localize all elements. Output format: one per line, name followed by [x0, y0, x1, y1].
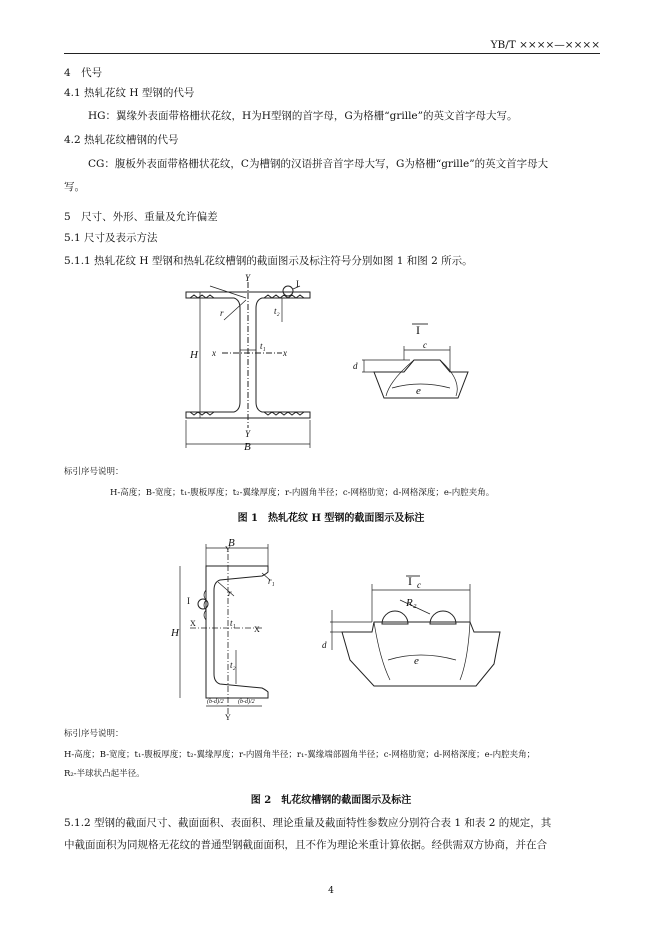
- section-4-2-body-line1: CG：腹板外表面带格栅状花纹，C为槽钢的汉语拼音首字母大写，G为格栅“grille”的英文首字母大: [88, 158, 549, 170]
- fig2-detail-e: e: [414, 655, 419, 667]
- fig1-caption: 图 1 热轧花纹 H 型钢的截面图示及标注: [237, 513, 425, 524]
- fig2-label-y-top: Y: [225, 545, 231, 554]
- fig2-label-dim-left: (b-d)/2: [207, 699, 224, 705]
- fig1-label-y-bottom: Y: [245, 429, 251, 439]
- fig1-detail-c: c: [423, 340, 427, 350]
- fig2-label-x-right: X: [254, 625, 260, 634]
- bottom-flange-texture: [190, 412, 304, 415]
- fig1-label-h: H: [190, 349, 198, 361]
- fig2-label-r1: r₁: [268, 576, 275, 586]
- section-5-1-2-line1: 5.1.2 型钢的截面尺寸、截面面积、表面积、理论重量及截面特性参数应分别符合表 1 和表 2 的规定，其: [64, 817, 552, 829]
- fig2-detail-d: d: [322, 640, 327, 650]
- fig2-legend-title: 标引序号说明：: [64, 729, 124, 739]
- page-header: [64, 39, 600, 54]
- page-number: 4: [328, 886, 334, 896]
- standard-code: YB/T ××××—××××: [490, 39, 600, 51]
- fig1-label-y-top: Y: [245, 273, 251, 283]
- fig1-detail-e: e: [416, 385, 421, 397]
- fig2-label-b: B: [228, 537, 235, 549]
- fig2-legend-line2: R₂-半球状凸起半径。: [64, 769, 145, 779]
- fig2-label-detail-i: I: [187, 596, 190, 606]
- fig1-legend-title: 标引序号说明：: [64, 467, 124, 477]
- fig2-detail-r2: R₂: [406, 597, 417, 609]
- fig1-detail-title: I: [416, 323, 420, 337]
- section-4-1-body: HG：翼缘外表面带格栅状花纹，H为H型钢的首字母，G为格栅“grille”的英文首字母大写。: [88, 110, 518, 122]
- section-5-title: 5 尺寸、外形、重量及允许偏差: [64, 211, 218, 223]
- fig1-label-t2: t₂: [274, 306, 280, 316]
- section-4-2-body-line2: 写。: [64, 181, 85, 193]
- fig2-label-x-left: X: [190, 619, 196, 628]
- fig1-label-b: B: [244, 441, 251, 453]
- fig2-label-h: H: [171, 627, 179, 639]
- h-beam-outline: [186, 292, 310, 418]
- fig2-label-t1: t₁: [230, 618, 236, 628]
- fig1-detail-profile: [374, 360, 468, 398]
- section-4-1-title: 4.1 热轧花纹 H 型钢的代号: [64, 87, 195, 99]
- fig1-label-detail-i: I: [296, 279, 299, 289]
- fig1-label-x-left: x: [212, 348, 216, 358]
- section-5-1-1-text: 5.1.1 热轧花纹 H 型钢和热轧花纹槽钢的截面图示及标注符号分别如图 1 和图 2 所示。: [64, 255, 473, 267]
- fig1-label-t1: t₁: [260, 341, 266, 351]
- fig2-label-r: r: [228, 588, 232, 598]
- fig2-caption: 图 2 轧花纹槽钢的截面图示及标注: [250, 795, 412, 806]
- fig2-detail-profile: [342, 622, 500, 686]
- channel-outline: [206, 566, 268, 698]
- section-5-1-title: 5.1 尺寸及表示方法: [64, 232, 158, 244]
- fig2-label-t2: t₂: [230, 660, 236, 670]
- section-4-2-title: 4.2 热轧花纹槽钢的代号: [64, 134, 179, 146]
- fig2-label-dim-right: (b-d)/2: [238, 699, 255, 705]
- fig2-detail-c: c: [417, 580, 421, 590]
- section-5-1-2-line2: 中截面面积为同规格无花纹的普通型钢截面面积，且不作为理论米重计算依据。经供需双方协商，并在合: [64, 839, 547, 851]
- fig2-detail-title: I: [408, 574, 412, 588]
- fig1-label-x-right: x: [283, 348, 287, 358]
- fig1-detail-d: d: [353, 361, 358, 371]
- fig2-label-y-bottom: Y: [225, 713, 231, 722]
- top-flange-texture: [190, 295, 304, 298]
- fig1-label-r: r: [220, 308, 224, 318]
- section-4-title: 4 代号: [64, 67, 103, 79]
- fig2-legend-line1: H-高度；B-宽度；t₁-腹板厚度；t₂-翼缘厚度；r-内圆角半径；r₁-翼缘端部圆角半径；c-网格肋宽；d-网格深度；e-内腔夹角；: [64, 750, 536, 760]
- fig1-legend: H-高度；B-宽度；t₁-腹板厚度；t₂-翼缘厚度；r-内圆角半径；c-网格肋宽；d-网格深度；e-内腔夹角。: [110, 488, 495, 498]
